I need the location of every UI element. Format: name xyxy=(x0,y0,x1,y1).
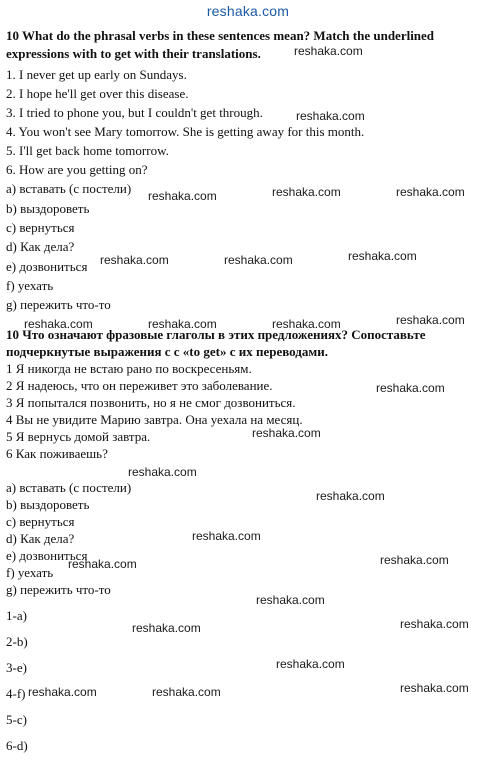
answer-item: 3-e) xyxy=(6,660,27,675)
task2-option: a) вставать (с постели) xyxy=(6,480,132,495)
watermark: reshaka.com xyxy=(316,489,385,503)
task2-option: b) выздороветь xyxy=(6,497,90,512)
task2-option: c) вернуться xyxy=(6,514,75,529)
task1-sentence: 6. How are you getting on? xyxy=(6,162,148,177)
task2-sentence: 5 Я вернусь домой завтра. xyxy=(6,429,151,444)
task2-sentence: 3 Я попытался позвонить, но я не смог дозвониться. xyxy=(6,395,296,410)
watermark: reshaka.com xyxy=(24,317,93,331)
watermark: reshaka.com xyxy=(396,313,465,327)
watermark: reshaka.com xyxy=(294,44,363,58)
task2-option: e) дозвониться xyxy=(6,548,88,563)
task1-sentence: 5. I'll get back home tomorrow. xyxy=(6,143,169,158)
site-logo[interactable]: reshaka.com xyxy=(206,3,290,19)
watermark: reshaka.com xyxy=(132,621,201,635)
task2-sentence: 6 Как поживаешь? xyxy=(6,446,108,461)
watermark: reshaka.com xyxy=(224,253,293,267)
watermark: reshaka.com xyxy=(400,617,469,631)
watermark: reshaka.com xyxy=(348,249,417,263)
answer-item: 2-b) xyxy=(6,634,28,649)
task1-sentence: 2. I hope he'll get over this disease. xyxy=(6,86,189,101)
watermark: reshaka.com xyxy=(272,185,341,199)
task2-title-line2: подчеркнутые выражения с с «to get» с их переводами. xyxy=(6,344,328,359)
watermark: reshaka.com xyxy=(68,557,137,571)
task1-sentence: 4. You won't see Mary tomorrow. She is getting away for this month. xyxy=(6,124,365,139)
watermark: reshaka.com xyxy=(100,253,169,267)
watermark: reshaka.com xyxy=(376,381,445,395)
watermark: reshaka.com xyxy=(256,593,325,607)
watermark: reshaka.com xyxy=(148,189,217,203)
task1-title-line2: expressions with to get with their translations. xyxy=(6,46,261,61)
watermark: reshaka.com xyxy=(128,465,197,479)
watermark: reshaka.com xyxy=(272,317,341,331)
watermark: reshaka.com xyxy=(380,553,449,567)
answer-item: 4-f) xyxy=(6,686,26,701)
task1-option: g) пережить что-то xyxy=(6,297,111,312)
task1-title-line1: 10 What do the phrasal verbs in these sentences mean? Match the underlined xyxy=(6,28,435,43)
watermark: reshaka.com xyxy=(192,529,261,543)
task1-option: f) уехать xyxy=(6,278,54,293)
watermark: reshaka.com xyxy=(148,317,217,331)
watermark: reshaka.com xyxy=(252,426,321,440)
watermark: reshaka.com xyxy=(400,681,469,695)
answer-item: 5-c) xyxy=(6,712,27,727)
watermark: reshaka.com xyxy=(152,685,221,699)
task2-title-line1: 10 Что означают фразовые глаголы в этих предложениях? Сопоставьте xyxy=(6,327,426,342)
task2-sentence: 4 Вы не увидите Марию завтра. Она уехала на месяц. xyxy=(6,412,303,427)
task1-option: c) вернуться xyxy=(6,220,75,235)
task2-option: f) уехать xyxy=(6,565,54,580)
task1-option: d) Как дела? xyxy=(6,239,75,254)
watermark: reshaka.com xyxy=(396,185,465,199)
task2-sentence: 2 Я надеюсь, что он переживет это заболевание. xyxy=(6,378,273,393)
task2-sentence: 1 Я никогда не встаю рано по воскресеньям. xyxy=(6,361,252,376)
watermark: reshaka.com xyxy=(28,685,97,699)
task1-option: a) вставать (с постели) xyxy=(6,181,132,196)
answer-item: 1-a) xyxy=(6,608,27,623)
watermark: reshaka.com xyxy=(276,657,345,671)
task1-option: b) выздороветь xyxy=(6,201,90,216)
watermark: reshaka.com xyxy=(296,109,365,123)
task1-option: e) дозвониться xyxy=(6,259,88,274)
task2-option: d) Как дела? xyxy=(6,531,75,546)
answer-item: 6-d) xyxy=(6,738,28,753)
task1-sentence: 1. I never get up early on Sundays. xyxy=(6,67,187,82)
task2-option: g) пережить что-то xyxy=(6,582,111,597)
task1-sentence: 3. I tried to phone you, but I couldn't get through. xyxy=(6,105,263,120)
